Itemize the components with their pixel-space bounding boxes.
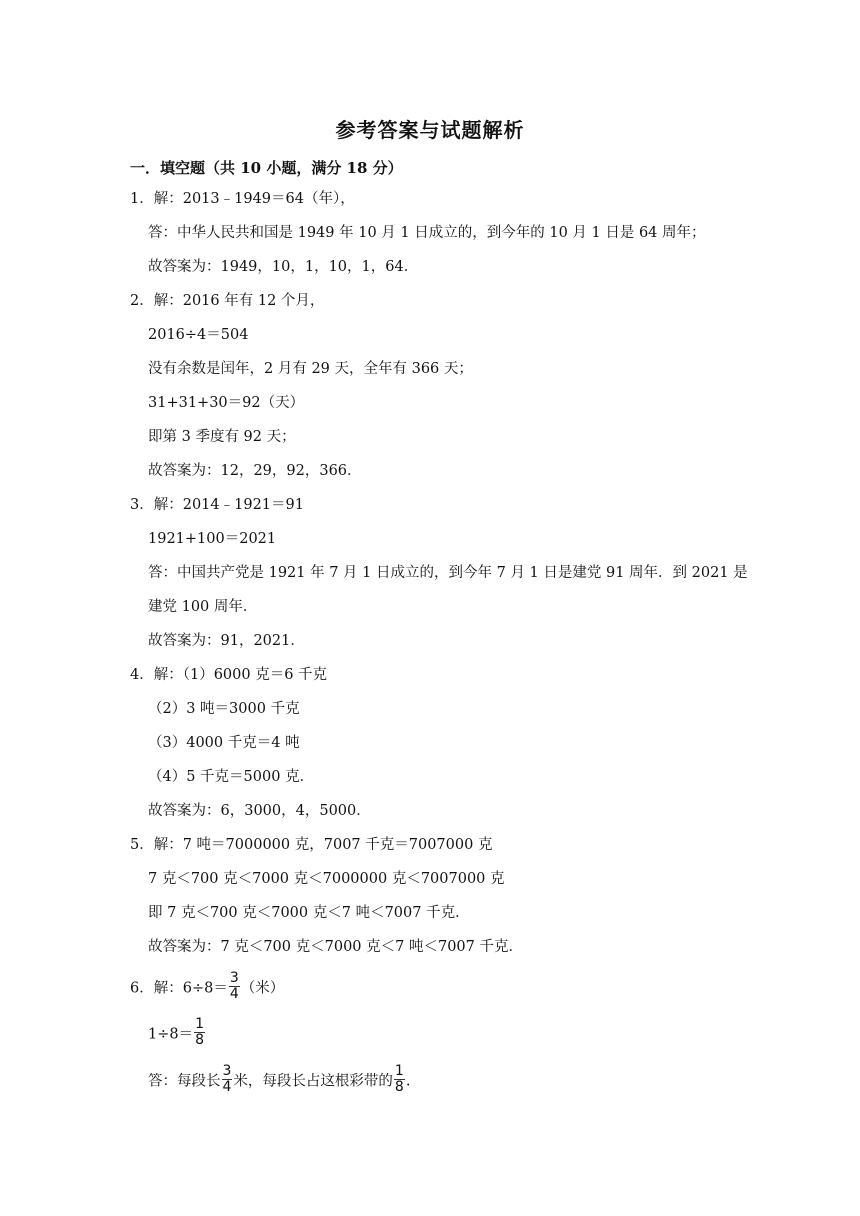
q6-line-3-prefix: 答：每段长: [148, 1073, 221, 1090]
fraction-numerator: 1: [195, 1016, 205, 1032]
fraction-denominator: 4: [222, 1079, 232, 1095]
fraction-one-eighth: [394, 1064, 405, 1095]
q1-line-1: 1．解：2013﹣1949＝64（年），: [130, 191, 355, 207]
q6-line-2-prefix: 1÷8＝: [148, 1026, 194, 1043]
q4-line-5: 故答案为：6，3000，4，5000．: [148, 803, 371, 819]
fraction-three-quarters: [229, 971, 240, 1002]
q2-line-3: 没有余数是闰年，2 月有 29 天，全年有 366 天；: [148, 361, 473, 377]
q6-line-1-prefix: 6．解：6÷8＝: [130, 980, 228, 997]
fraction-numerator: 1: [394, 1063, 404, 1079]
q4-line-4: （4）5 千克＝5000 克．: [148, 769, 315, 785]
q2-line-6: 故答案为：12，29，92，366．: [148, 463, 362, 479]
q2-line-4: 31+31+30＝92（天）: [148, 395, 305, 411]
fraction-denominator: 8: [394, 1079, 404, 1095]
q6-line-3-suffix: .: [405, 1073, 411, 1090]
q2-line-5: 即第 3 季度有 92 天；: [148, 429, 296, 445]
section-title: 一．填空题（共 10 小题，满分 18 分）: [130, 159, 403, 177]
q2-line-2: 2016÷4＝504: [148, 327, 249, 343]
q6-line-3-mid: 米，每段长占这根彩带的: [233, 1073, 393, 1090]
q5-line-4: 故答案为：7 克＜700 克＜7000 克＜7 吨＜7007 千克．: [148, 939, 523, 955]
q3-line-5: 故答案为：91，2021．: [148, 633, 305, 649]
q3-line-3: 答：中国共产党是 1921 年 7 月 1 日成立的，到今年 7 月 1 日是建党 91 周年．到 2021 是: [148, 565, 748, 581]
fraction-numerator: 3: [222, 1063, 232, 1079]
q1-line-2: 答：中华人民共和国是 1949 年 10 月 1 日成立的，到今年的 10 月 1 日是 64 周年；: [148, 225, 706, 241]
fraction-three-quarters: [222, 1064, 233, 1095]
q6-line-3: [148, 1063, 411, 1097]
fraction-denominator: 8: [195, 1032, 205, 1048]
q3-line-2: 1921+100＝2021: [148, 531, 277, 547]
q3-line-4: 建党 100 周年．: [148, 599, 258, 615]
q4-line-3: （3）4000 千克＝4 吨: [148, 735, 300, 751]
q3-line-1: 3．解：2014﹣1921＝91: [130, 497, 304, 513]
q5-line-1: 5．解：7 吨＝7000000 克，7007 千克＝7007000 克: [130, 837, 493, 853]
fraction-denominator: 4: [229, 986, 239, 1002]
q1-line-3: 故答案为：1949，10，1，10，1，64．: [148, 259, 419, 275]
page-title: 参考答案与试题解析: [335, 118, 525, 142]
fraction-numerator: 3: [229, 970, 239, 986]
q4-line-1: 4．解：（1）6000 克＝6 千克: [130, 667, 328, 683]
q2-line-1: 2．解：2016 年有 12 个月，: [130, 293, 325, 309]
q5-line-3: 即 7 克＜700 克＜7000 克＜7 吨＜7007 千克．: [148, 905, 470, 921]
q5-line-2: 7 克＜700 克＜7000 克＜7000000 克＜7007000 克: [148, 871, 505, 887]
q4-line-2: （2）3 吨＝3000 千克: [148, 701, 300, 717]
fraction-one-eighth: [194, 1017, 205, 1048]
q6-line-1-suffix: （米）: [240, 980, 285, 997]
q6-line-2: [148, 1016, 206, 1050]
q6-line-1: [130, 970, 285, 1004]
